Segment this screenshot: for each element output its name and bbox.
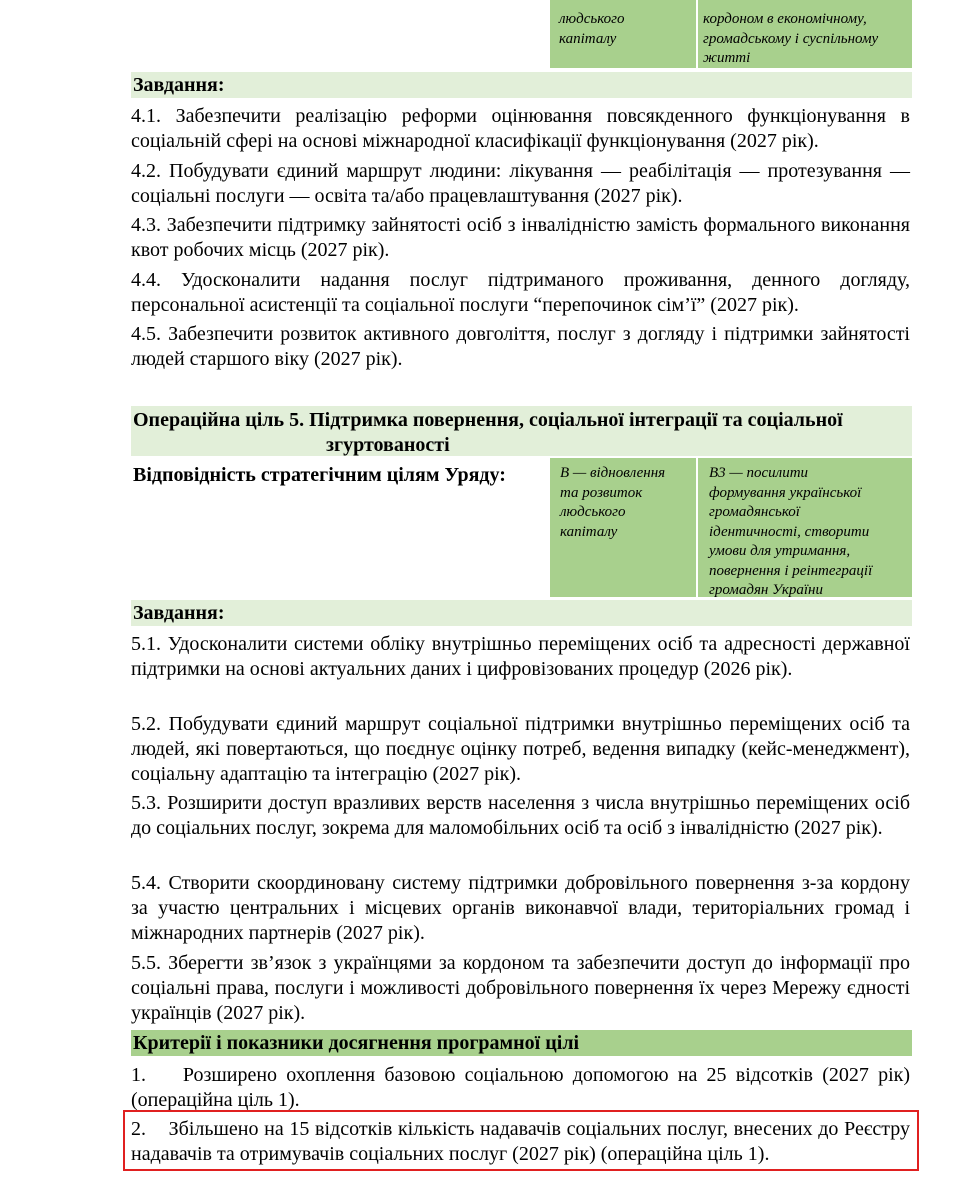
criteria-header: Критерії і показники досягнення програмної цілі bbox=[133, 1032, 580, 1054]
alignment-col1-text: В — відновлення та розвиток людського капіталу bbox=[560, 465, 666, 540]
criterion-2: 2. Збільшено на 15 відсотків кількість надавачів соціальних послуг, внесених до Реєстру надавачів та отримувачів соціальних послуг (2027 рік) (операційна ціль 1). bbox=[131, 1118, 915, 1165]
top-table-col2-text: кордоном в економічному, громадському і суспільному житті bbox=[703, 11, 879, 66]
task-4-4: 4.4. Удосконалити надання послуг підтриманого проживання, денного догляду, персональної асистенції та соціальної послуги “перепочинок сім’ї” (2027 рік). bbox=[131, 269, 910, 316]
task-5-2: 5.2. Побудувати єдиний маршрут соціальної підтримки внутрішньо переміщених осіб та людей, які повертаються, що поєднує оцінку потреб, ведення випадку (кейс-менеджмент), соціальну адаптацію та інтеграцію (2027 рік). bbox=[131, 713, 910, 785]
goal5-title-line1: Операційна ціль 5. Підтримка повернення, соціальної інтеграції та соціальної bbox=[133, 409, 843, 431]
alignment-col2-text: В3 — посилити формування української громадянської ідентичності, створити умови для утримання, повернення і реінтеграції громадян України bbox=[709, 465, 873, 598]
task-5-5: 5.5. Зберегти зв’язок з українцями за кордоном та забезпечити доступ до інформації про соціальні права, послуги і можливості добровільного повернення їх через Мережу єдності українців (2027 рік). bbox=[131, 952, 910, 1024]
task-4-2: 4.2. Побудувати єдиний маршрут людини: лікування — реабілітація — протезування — соціальні послуги — освіта та/або працевлаштування (2027 рік). bbox=[131, 160, 910, 207]
task-5-3: 5.3. Розширити доступ вразливих верств населення з числа внутрішньо переміщених осіб до соціальних послуг, зокрема для маломобільних осіб та осіб з інвалідністю (2027 рік). bbox=[131, 792, 910, 839]
tasks-header-bar-2 bbox=[131, 600, 912, 626]
task-4-1: 4.1. Забезпечити реалізацію реформи оцінювання повсякденного функціонування в соціальній сфері на основі міжнародної класифікації функціонування (2027 рік). bbox=[131, 105, 910, 152]
criterion-1: 1. Розширено охоплення базовою соціальною допомогою на 25 відсотків (2027 рік) (операційна ціль 1). bbox=[131, 1064, 915, 1111]
top-table-col1-text: людського капіталу bbox=[559, 11, 625, 47]
tasks-header-bar bbox=[131, 72, 912, 98]
task-4-5: 4.5. Забезпечити розвиток активного довголіття, послуг з догляду і підтримки зайнятості людей старшого віку (2027 рік). bbox=[131, 323, 910, 370]
goal5-title-line2: згуртованості bbox=[326, 434, 450, 456]
task-4-3: 4.3. Забезпечити підтримку зайнятості осіб з інвалідністю замість формального виконання квот робочих місць (2027 рік). bbox=[131, 214, 910, 261]
task-5-1: 5.1. Удосконалити системи обліку внутрішньо переміщених осіб та адресності державної підтримки на основі актуальних даних і цифровізованих процедур (2026 рік). bbox=[131, 633, 910, 680]
tasks-header-2: Завдання: bbox=[133, 602, 225, 624]
alignment-label: Відповідність стратегічним цілям Уряду: bbox=[133, 464, 506, 486]
task-5-4: 5.4. Створити скоординовану систему підтримки добровільного повернення з-за кордону за участю центральних і місцевих органів виконавчої влади, територіальних громад і міжнародних партнерів (2027 рік). bbox=[131, 872, 910, 944]
tasks-header: Завдання: bbox=[133, 74, 225, 96]
